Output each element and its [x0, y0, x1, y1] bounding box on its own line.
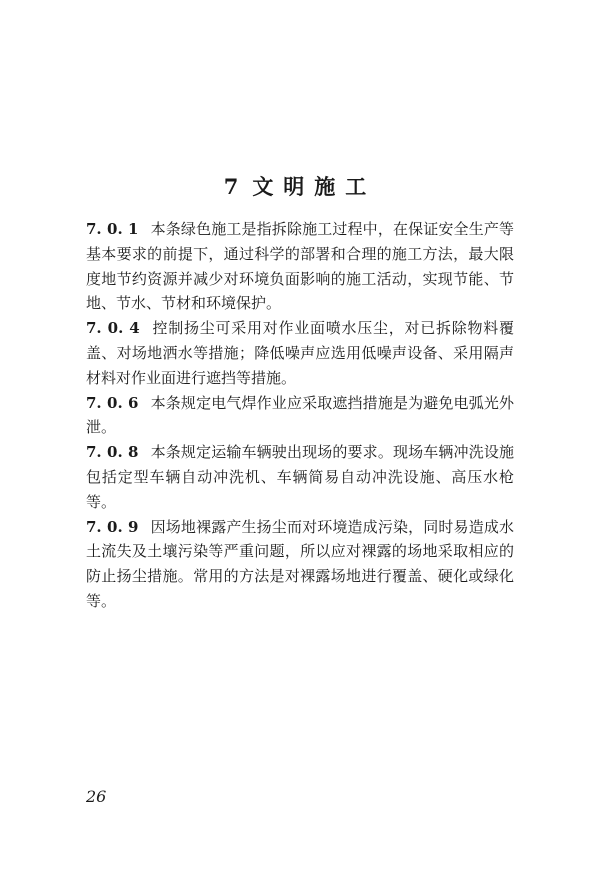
clause-text: 因场地裸露产生扬尘而对环境造成污染，同时易造成水土流失及土壤污染等严重问题，所以应对裸露的场地采取相应的防止扬尘措施。常用的方法是对裸露场地进行覆盖、硬化或绿化等。 [86, 517, 514, 610]
clause-7-0-8 [86, 440, 514, 514]
clause-7-0-1 [86, 217, 514, 316]
clause-number: 7. 0. 1 [86, 220, 139, 238]
clause-text: 本条规定运输车辆驶出现场的要求。现场车辆冲洗设施包括定型车辆自动冲洗机、车辆简易自动冲洗设施、高压水枪等。 [86, 443, 514, 511]
clause-text: 控制扬尘可采用对作业面喷水压尘，对已拆除物料覆盖、对场地洒水等措施；降低噪声应选用低噪声设备、采用隔声材料对作业面进行遮挡等措施。 [86, 319, 514, 387]
clause-number: 7. 0. 4 [86, 319, 140, 338]
chapter-title-text: 文明施工 [252, 174, 377, 200]
clause-number: 7. 0. 8 [86, 443, 139, 462]
clause-7-0-6 [86, 391, 514, 441]
clause-list [86, 217, 514, 614]
clause-number: 7. 0. 9 [86, 517, 139, 536]
clause-number: 7. 0. 6 [86, 393, 139, 412]
clause-7-0-9 [86, 515, 514, 614]
clause-text: 本条规定电气焊作业应采取遮挡措施是为避免电弧光外泄。 [86, 393, 514, 437]
chapter-title [0, 172, 600, 202]
clause-7-0-4 [86, 316, 514, 390]
page-number: 26 [86, 787, 107, 806]
clause-text: 本条绿色施工是指拆除施工过程中，在保证安全生产等基本要求的前提下，通过科学的部署和合理的施工方法，最大限度地节约资源并减少对环境负面影响的施工活动，实现节能、节地、节水、节材和环境保护。 [86, 220, 514, 313]
chapter-number: 7 [223, 174, 239, 200]
